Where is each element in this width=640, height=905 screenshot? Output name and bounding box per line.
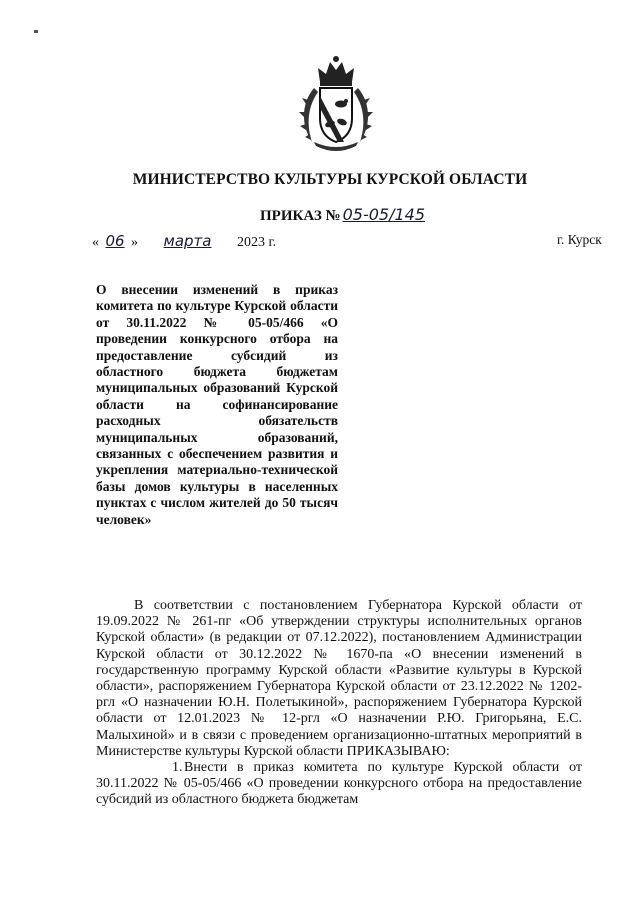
order-date <box>92 232 276 251</box>
item-number: 1. <box>172 760 183 776</box>
date-close-quote: » <box>131 235 138 250</box>
order-label: ПРИКАЗ № <box>260 208 341 224</box>
item-text: Внести в приказ комитета по культуре Курской области от 30.11.2022 № 05-05/466 «О проведении конкурсного отбора на предоставление субсидий из областного бюджета бюджетам <box>96 760 582 808</box>
list-item <box>96 760 582 809</box>
order-heading <box>260 205 425 225</box>
coat-of-arms-icon <box>294 52 378 156</box>
city-label: г. Курск <box>557 232 602 247</box>
order-subject: О внесении изменений в приказ комитета по культуре Курской области от 30.11.2022 № 05-05/466 «О проведении конкурсного отбора на предоставление субсидий из областного бюджета бюджетам муниципальных образований Курской области на софинансирование расходных обязательств муниципальных образований, связанных с обеспечением развития и укрепления материально-технической базы домов культуры в населенных пунктах с числом жителей до 50 тысяч человек» <box>96 282 338 527</box>
order-number-handwritten: 05-05/145 <box>342 205 425 224</box>
date-open-quote: « <box>92 235 99 250</box>
scan-speck <box>34 30 38 33</box>
preamble-paragraph: В соответствии с постановлением Губернатора Курской области от 19.09.2022 № 261-пг «Об утверждении структуры исполнительных органов Курской области» (в редакции от 07.12.2022), постановлением Администрации Курской области от 30.12.2022 № 1670-па «О внесении изменений в государственную программу Курской области «Развитие культуры в Курской области», распоряжением Губернатора Курской области от 23.12.2022 № 1202-ргл «О назначении Ю.Н. Полетыкиной», распоряжением Губернатора Курской области от 12.01.2023 № 12-ргл «О назначении Р.Ю. Григорьяна, Е.С. Малыхиной» и в связи с проведением организационно-штатных мероприятий в Министерстве культуры Курской области ПРИКАЗЫВАЮ: <box>96 598 582 759</box>
order-body <box>96 598 582 809</box>
date-day-handwritten: 06 <box>105 232 125 250</box>
ministry-title: МИНИСТЕРСТВО КУЛЬТУРЫ КУРСКОЙ ОБЛАСТИ <box>132 171 528 188</box>
date-year: 2023 г. <box>237 235 277 250</box>
date-month-handwritten: марта <box>163 232 212 250</box>
